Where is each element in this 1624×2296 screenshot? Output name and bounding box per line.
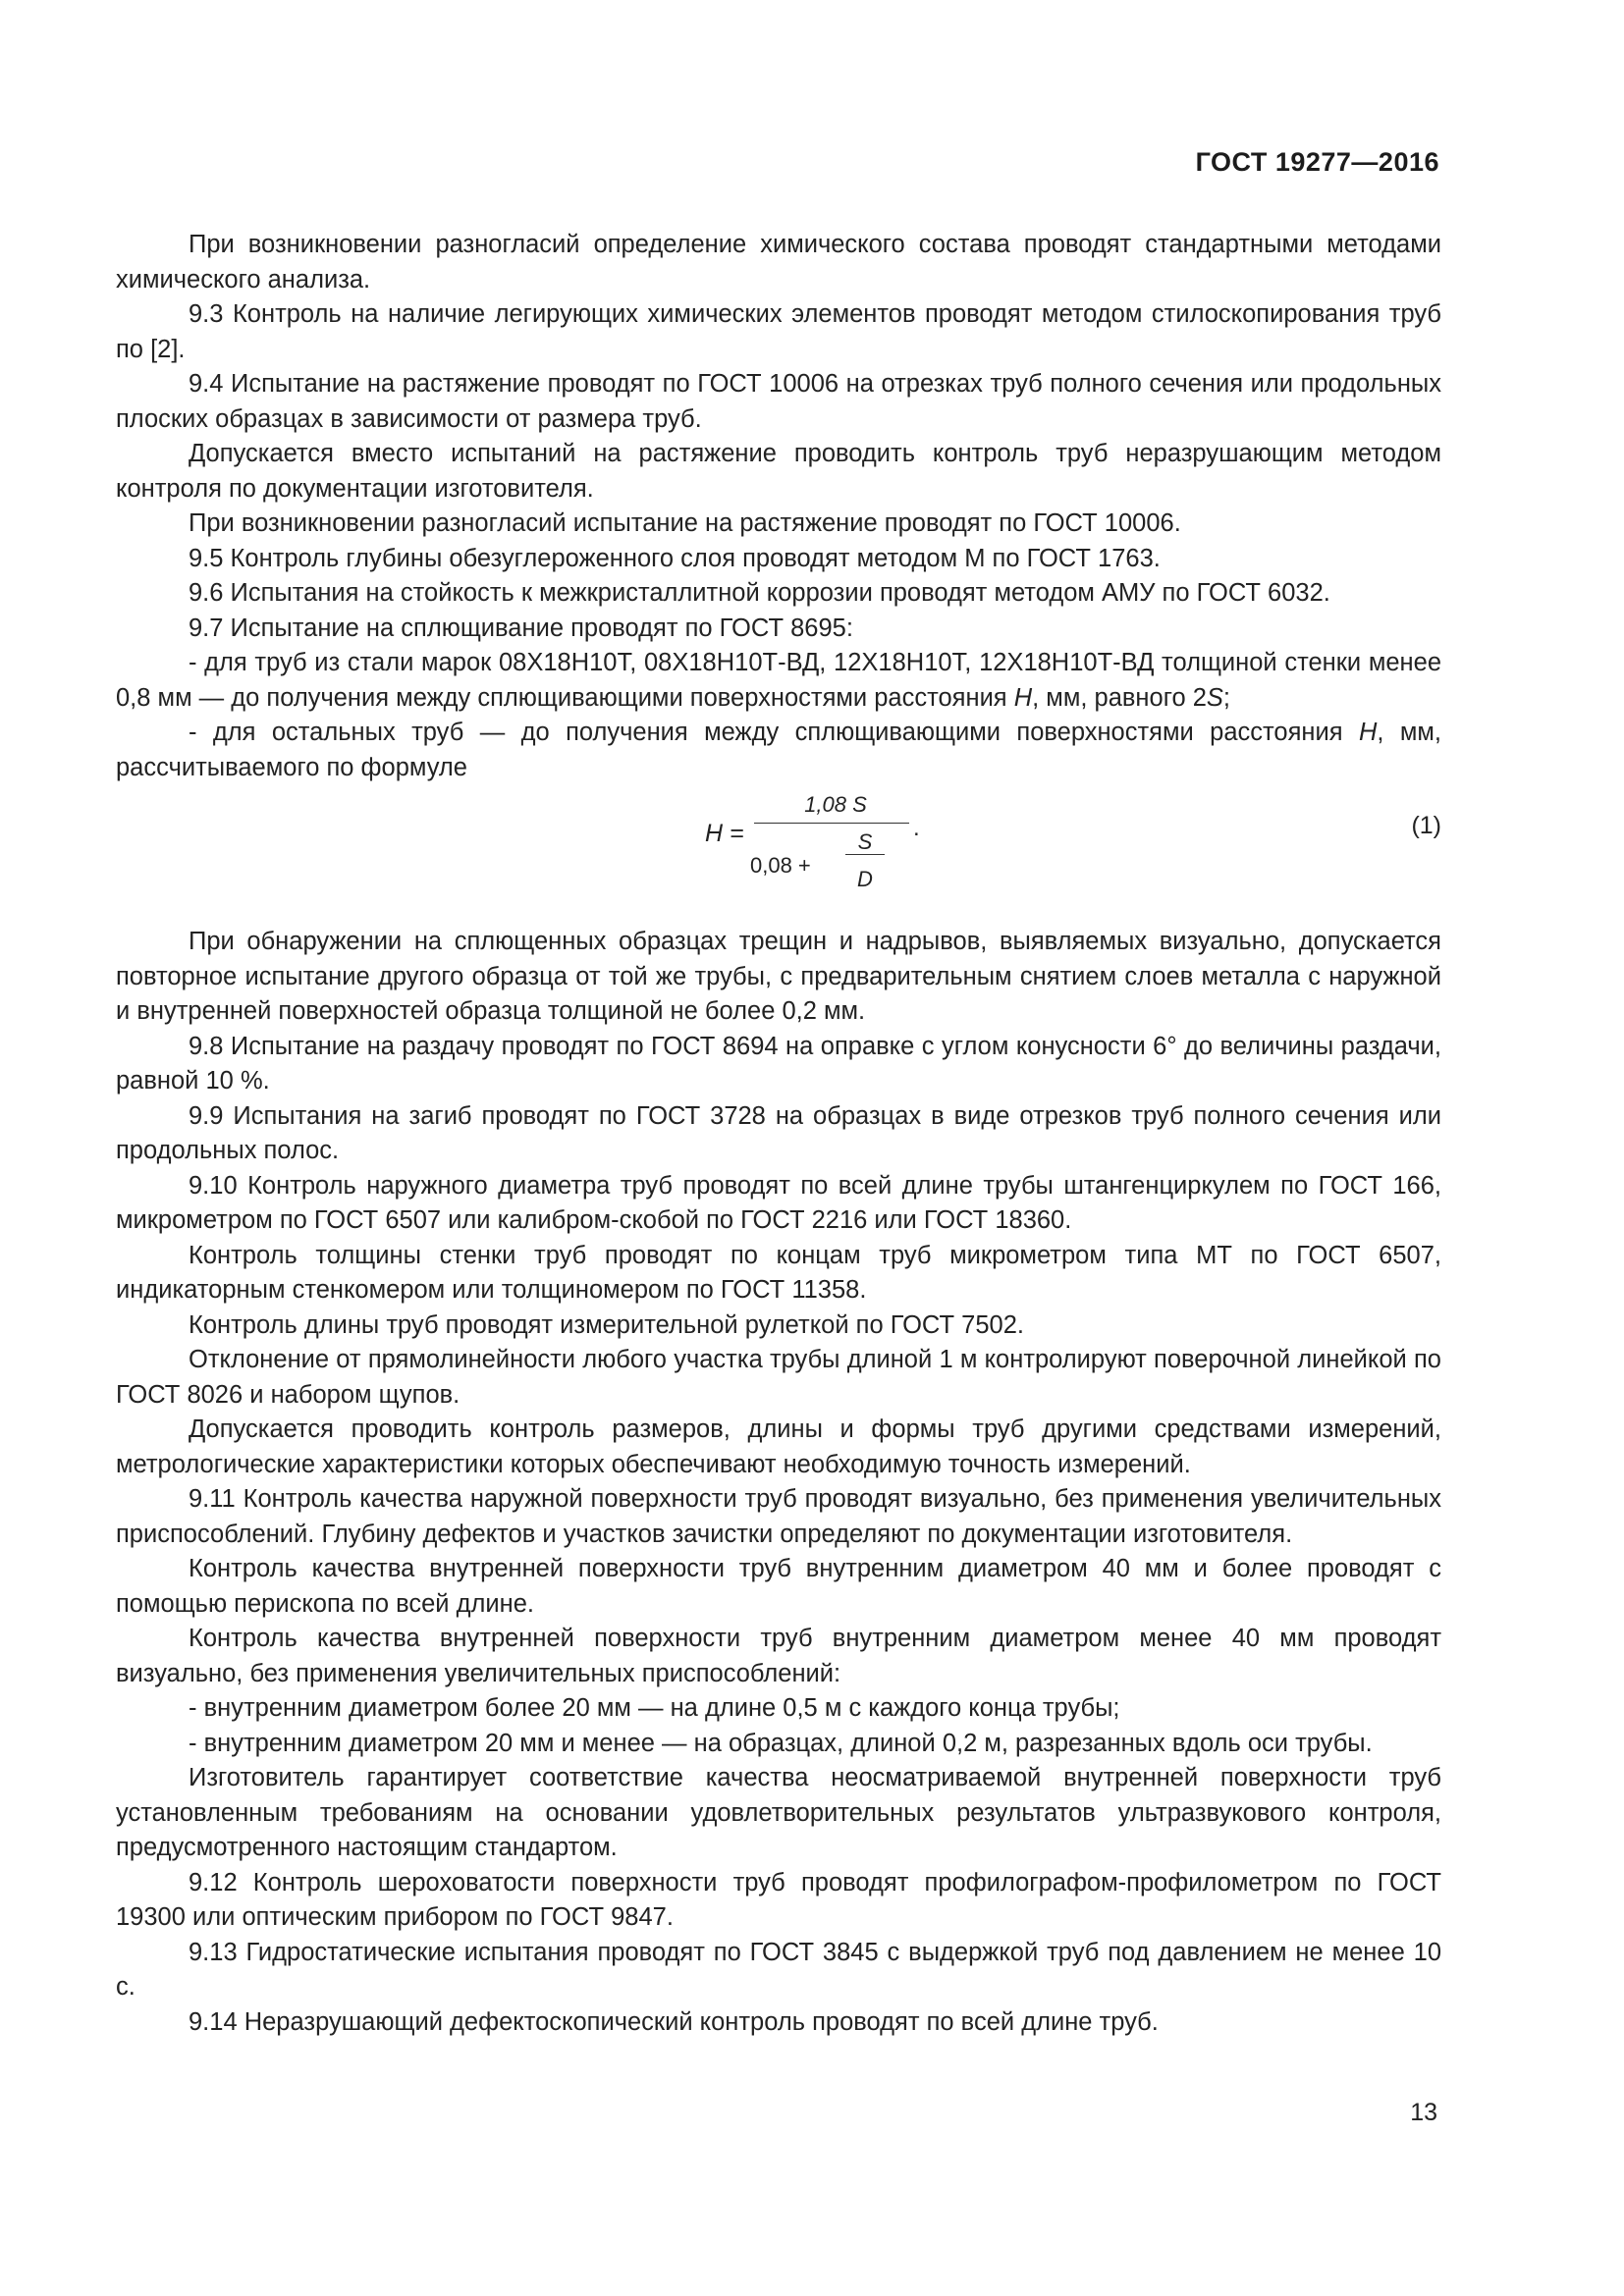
document-code-header: ГОСТ 19277—2016 [1195,147,1439,177]
paragraph: Контроль длины труб проводят измерительной рулеткой по ГОСТ 7502. [189,1310,1024,1339]
paragraph: 9.4 Испытание на растяжение проводят по ГОСТ 10006 на отрезках труб полного сечения или продольных плоских образцах в зависимости от размера труб. [116,370,1441,433]
formula-1 [116,787,1441,903]
formula-inner-numerator: S [857,829,873,854]
list-item: - внутренним диаметром более 20 мм — на длине 0,5 м с каждого конца трубы; [189,1694,1120,1722]
fraction-bar [754,823,909,824]
equation-number: (1) [1411,812,1441,839]
paragraph: 9.11 Контроль качества наружной поверхности труб проводят визуально, без применения увеличительных приспособлений. Глубину дефектов и участков зачистки определяют по документации изготовителя. [116,1485,1441,1548]
paragraph: 9.13 Гидростатические испытания проводят по ГОСТ 3845 с выдержкой труб под давлением не менее 10 с. [116,1938,1441,2001]
paragraph: 9.6 Испытания на стойкость к межкристаллитной коррозии проводят методом АМУ по ГОСТ 6032. [189,579,1330,607]
paragraph: Допускается проводить контроль размеров, длины и формы труб другими средствами измерений, метрологические характеристики которых обеспечивают необходимую точность измерений. [116,1415,1441,1478]
paragraph: Отклонение от прямолинейности любого участка трубы длиной 1 м контролируют поверочной линейкой по ГОСТ 8026 и набором щупов. [116,1346,1441,1409]
inner-fraction-bar [845,854,885,855]
paragraph: При возникновении разногласий определение химического состава проводят стандартными методами химического анализа. [116,231,1441,294]
formula-inner-denominator: D [857,867,873,891]
paragraph: 9.5 Контроль глубины обезуглероженного слоя проводят методом М по ГОСТ 1763. [189,544,1161,572]
formula-numerator: 1,08 S [804,792,867,817]
paragraph: 9.8 Испытание на раздачу проводят по ГОСТ 8694 на оправке с углом конусности 6° до величины раздачи, равной 10 %. [116,1032,1441,1095]
formula-lhs: H = [705,820,744,847]
formula-denominator-constant: 0,08 + [750,853,811,878]
paragraph: 9.10 Контроль наружного диаметра труб проводят по всей длине трубы штангенциркулем по ГОСТ 166, микрометром по ГОСТ 6507 или калибром-скобой по ГОСТ 2216 или ГОСТ 18360. [116,1171,1441,1234]
paragraph: 9.3 Контроль на наличие легирующих химических элементов проводят методом стилоскопирования труб по [2]. [116,300,1441,363]
paragraph: При возникновении разногласий испытание на растяжение проводят по ГОСТ 10006. [189,509,1181,537]
paragraph: Контроль толщины стенки труб проводят по концам труб микрометром типа МТ по ГОСТ 6507, индикаторным стенкомером или толщиномером по ГОСТ 11358. [116,1241,1441,1304]
list-item-flatten-other: - для остальных труб — до получения между сплющивающими поверхностями расстояния Н, мм, рассчитываемого по формуле [116,719,1441,781]
formula-trailing-dot: . [913,815,920,841]
page-number: 13 [1410,2099,1437,2126]
paragraph: Изготовитель гарантирует соответствие качества неосматриваемой внутренней поверхности труб установленным требованиям на основании удовлетворительных результатов ультразвукового контроля, предусмотренного настоящим стандартом. [116,1764,1441,1861]
paragraph: Допускается вместо испытаний на растяжение проводить контроль труб неразрушающим методом контроля по документации изготовителя. [116,440,1441,503]
paragraph: Контроль качества внутренней поверхности труб внутренним диаметром 40 мм и более проводят с помощью перископа по всей длине. [116,1555,1441,1618]
paragraph: 9.9 Испытания на загиб проводят по ГОСТ 3728 на образцах в виде отрезков труб полного сечения или продольных полос. [116,1101,1441,1164]
paragraph: 9.7 Испытание на сплющивание проводят по ГОСТ 8695: [189,614,853,642]
page-body [116,228,1441,2040]
paragraph: 9.12 Контроль шероховатости поверхности труб проводят профилографом-профилометром по ГОСТ 19300 или оптическим прибором по ГОСТ 9847. [116,1868,1441,1931]
paragraph: 9.14 Неразрушающий дефектоскопический контроль проводят по всей длине труб. [189,2007,1159,2036]
list-item: - внутренним диаметром 20 мм и менее — на образцах, длиной 0,2 м, разрезанных вдоль оси трубы. [189,1729,1373,1757]
list-item-flatten-thin-wall: - для труб из стали марок 08Х18Н10Т, 08Х18Н10Т-ВД, 12Х18Н10Т, 12Х18Н10Т-ВД толщиной стенки менее 0,8 мм — до получения между сплющивающими поверхностями расстояния Н, мм, равного 2S; [116,649,1441,712]
paragraph: При обнаружении на сплющенных образцах трещин и надрывов, выявляемых визуально, допускается повторное испытание другого образца от той же трубы, с предварительным снятием слоев металла с наружной и внутренней поверхностей образца толщиной не более 0,2 мм. [116,928,1441,1025]
paragraph: Контроль качества внутренней поверхности труб внутренним диаметром менее 40 мм проводят визуально, без применения увеличительных приспособлений: [116,1625,1441,1687]
